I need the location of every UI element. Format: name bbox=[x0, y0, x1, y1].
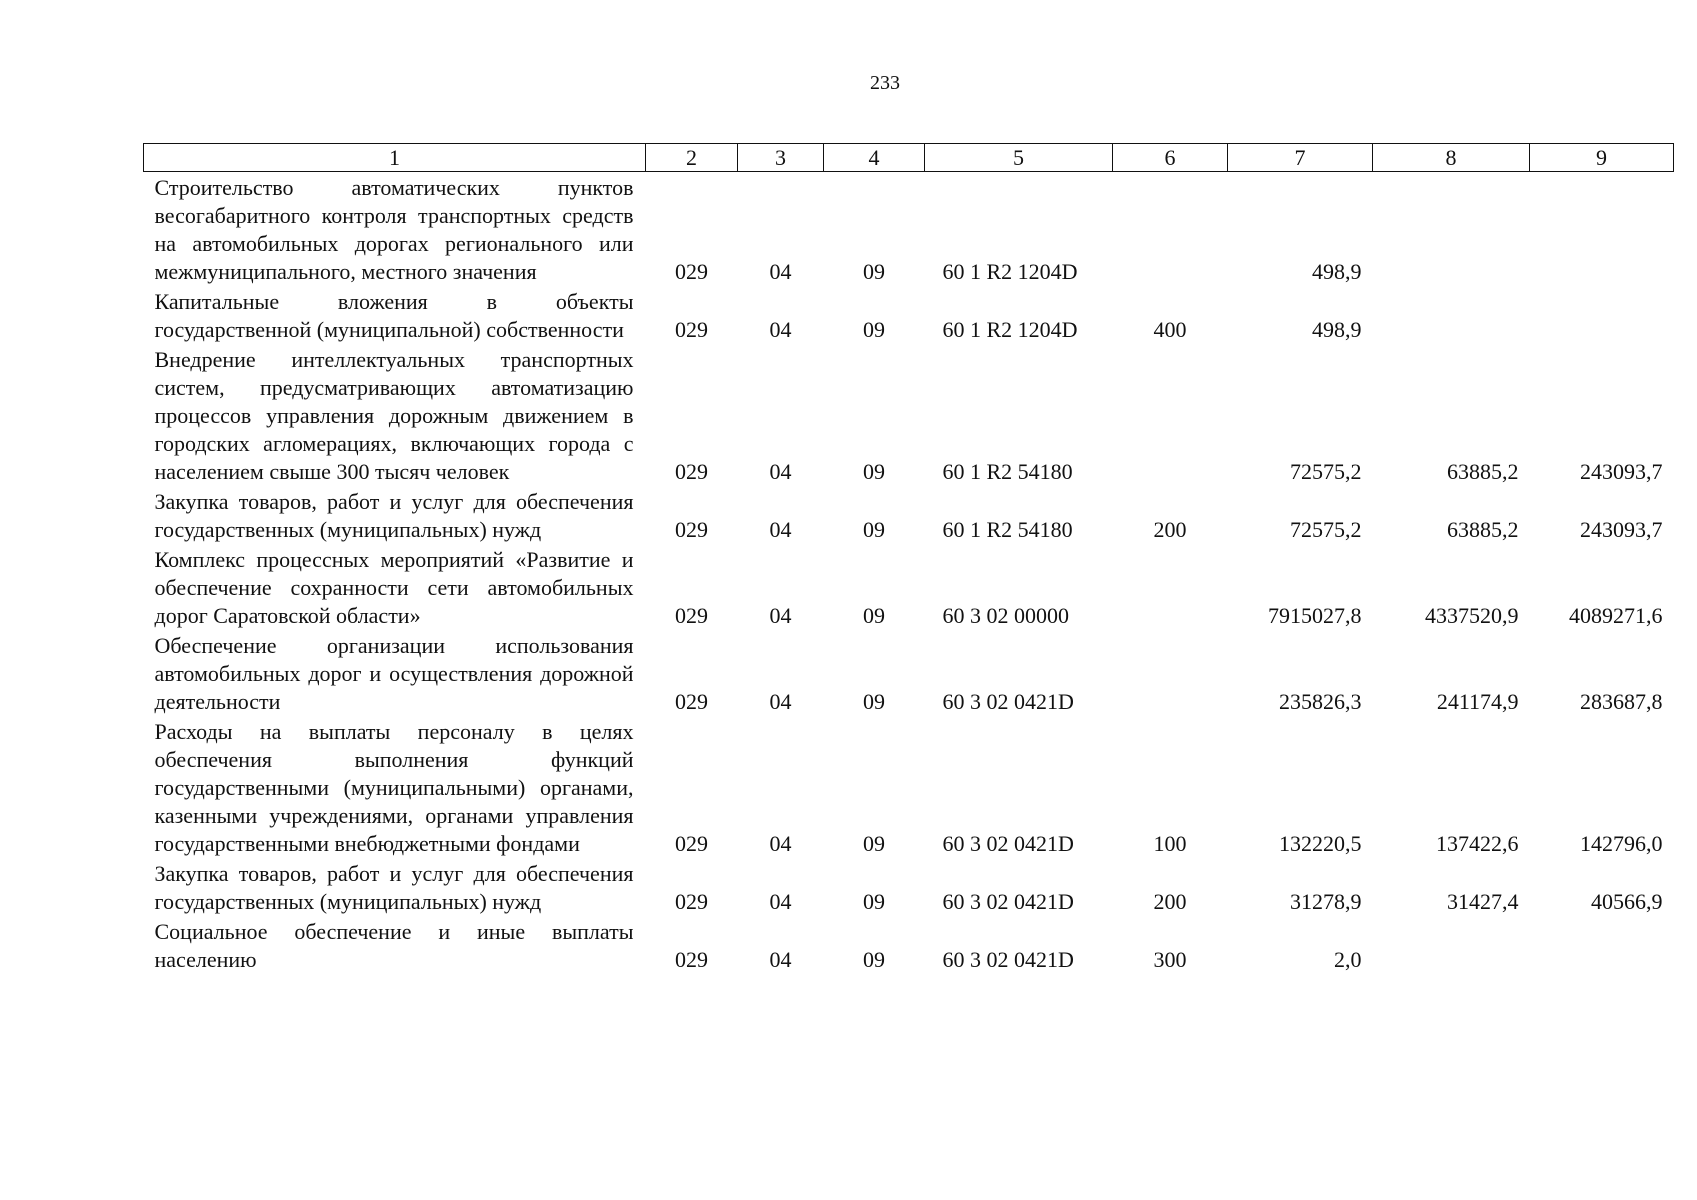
column-number-9: 9 bbox=[1530, 144, 1674, 172]
section-code: 04 bbox=[769, 603, 792, 628]
expense-type-code bbox=[1113, 344, 1228, 486]
amount-col8 bbox=[1373, 286, 1530, 344]
table-row bbox=[144, 858, 1674, 916]
expense-type-code bbox=[1113, 172, 1228, 287]
expense-description: Капитальные вложения в объекты государственной (муниципальной) собственности bbox=[154, 289, 634, 342]
amount-col9: 4089271,6 bbox=[1569, 603, 1663, 628]
amount-col7: 31278,9 bbox=[1290, 889, 1362, 914]
amount-col7: 498,9 bbox=[1312, 259, 1362, 284]
expense-description: Закупка товаров, работ и услуг для обеспечения государственных (муниципальных) нужд bbox=[154, 489, 634, 542]
amount-col8: 4337520,9 bbox=[1425, 603, 1519, 628]
column-number-7: 7 bbox=[1228, 144, 1373, 172]
amount-col9: 142796,0 bbox=[1580, 831, 1663, 856]
amount-col8: 31427,4 bbox=[1447, 889, 1519, 914]
column-number-8: 8 bbox=[1373, 144, 1530, 172]
amount-col9: 243093,7 bbox=[1580, 459, 1663, 484]
target-article-code: 60 3 02 0421D bbox=[942, 889, 1074, 914]
expense-type-code bbox=[1113, 544, 1228, 630]
table-row bbox=[144, 716, 1674, 858]
subsection-code: 09 bbox=[863, 517, 885, 542]
subsection-code: 09 bbox=[863, 259, 885, 284]
target-article-code: 60 1 R2 1204D bbox=[942, 259, 1078, 284]
amount-col7: 72575,2 bbox=[1290, 459, 1362, 484]
ministry-code: 029 bbox=[675, 947, 708, 972]
target-article-code: 60 3 02 00000 bbox=[942, 603, 1069, 628]
column-number-5: 5 bbox=[925, 144, 1113, 172]
expense-description: Расходы на выплаты персоналу в целях обеспечения выполнения функций государственными (муниципальными) органами, казенными учреждениями, органами управления государственными внебюджетными фондами bbox=[154, 719, 634, 856]
column-number-header-row bbox=[144, 144, 1674, 172]
amount-col7: 7915027,8 bbox=[1268, 603, 1362, 628]
table-row bbox=[144, 544, 1674, 630]
expense-type-code: 400 bbox=[1153, 317, 1187, 342]
subsection-code: 09 bbox=[863, 889, 885, 914]
amount-col9 bbox=[1530, 916, 1674, 974]
ministry-code: 029 bbox=[675, 517, 708, 542]
ministry-code: 029 bbox=[675, 689, 708, 714]
expense-type-code: 200 bbox=[1153, 889, 1187, 914]
target-article-code: 60 3 02 0421D bbox=[942, 689, 1074, 714]
table-row bbox=[144, 486, 1674, 544]
subsection-code: 09 bbox=[863, 831, 885, 856]
target-article-code: 60 3 02 0421D bbox=[942, 947, 1074, 972]
subsection-code: 09 bbox=[863, 459, 885, 484]
amount-col9: 40566,9 bbox=[1591, 889, 1663, 914]
column-number-1: 1 bbox=[144, 144, 646, 172]
table-row bbox=[144, 630, 1674, 716]
amount-col9: 243093,7 bbox=[1580, 517, 1663, 542]
table-row bbox=[144, 916, 1674, 974]
target-article-code: 60 1 R2 54180 bbox=[942, 459, 1073, 484]
amount-col9 bbox=[1530, 172, 1674, 287]
amount-col8 bbox=[1373, 916, 1530, 974]
expense-description: Обеспечение организации использования автомобильных дорог и осуществления дорожной деятельности bbox=[154, 633, 634, 714]
column-number-6: 6 bbox=[1113, 144, 1228, 172]
amount-col8: 63885,2 bbox=[1447, 517, 1519, 542]
ministry-code: 029 bbox=[675, 603, 708, 628]
amount-col7: 72575,2 bbox=[1290, 517, 1362, 542]
section-code: 04 bbox=[769, 689, 792, 714]
column-number-2: 2 bbox=[646, 144, 738, 172]
expense-type-code: 200 bbox=[1153, 517, 1187, 542]
amount-col8 bbox=[1373, 172, 1530, 287]
expense-description: Комплекс процессных мероприятий «Развитие и обеспечение сохранности сети автомобильных дорог Саратовской области» bbox=[154, 547, 634, 628]
subsection-code: 09 bbox=[863, 603, 885, 628]
section-code: 04 bbox=[769, 317, 792, 342]
section-code: 04 bbox=[769, 259, 792, 284]
subsection-code: 09 bbox=[863, 947, 885, 972]
ministry-code: 029 bbox=[675, 889, 708, 914]
expense-description: Внедрение интеллектуальных транспортных систем, предусматривающих автоматизацию процессов управления дорожным движением в городских агломерациях, включающих города с населением свыше 300 тысяч человек bbox=[154, 347, 634, 484]
table-row bbox=[144, 344, 1674, 486]
amount-col8: 63885,2 bbox=[1447, 459, 1519, 484]
amount-col9 bbox=[1530, 286, 1674, 344]
expense-description: Социальное обеспечение и иные выплаты населению bbox=[154, 919, 634, 972]
table-row bbox=[144, 286, 1674, 344]
amount-col9: 283687,8 bbox=[1580, 689, 1663, 714]
amount-col7: 132220,5 bbox=[1279, 831, 1362, 856]
section-code: 04 bbox=[769, 459, 792, 484]
budget-table bbox=[143, 143, 1674, 974]
ministry-code: 029 bbox=[675, 459, 708, 484]
expense-type-code bbox=[1113, 630, 1228, 716]
column-number-3: 3 bbox=[738, 144, 824, 172]
target-article-code: 60 1 R2 1204D bbox=[942, 317, 1078, 342]
expense-description: Закупка товаров, работ и услуг для обеспечения государственных (муниципальных) нужд bbox=[154, 861, 634, 914]
amount-col7: 235826,3 bbox=[1279, 689, 1362, 714]
expense-type-code: 100 bbox=[1153, 831, 1187, 856]
section-code: 04 bbox=[769, 889, 792, 914]
amount-col8: 241174,9 bbox=[1436, 689, 1519, 714]
expense-type-code: 300 bbox=[1153, 947, 1187, 972]
amount-col8: 137422,6 bbox=[1436, 831, 1519, 856]
amount-col7: 498,9 bbox=[1312, 317, 1362, 342]
subsection-code: 09 bbox=[863, 317, 885, 342]
ministry-code: 029 bbox=[675, 317, 708, 342]
table-row bbox=[144, 172, 1674, 287]
expense-description: Строительство автоматических пунктов весогабаритного контроля транспортных средств на автомобильных дорогах регионального или межмуниципального, местного значения bbox=[154, 175, 634, 284]
target-article-code: 60 1 R2 54180 bbox=[942, 517, 1073, 542]
ministry-code: 029 bbox=[675, 831, 708, 856]
subsection-code: 09 bbox=[863, 689, 885, 714]
amount-col7: 2,0 bbox=[1334, 947, 1362, 972]
column-number-4: 4 bbox=[824, 144, 925, 172]
section-code: 04 bbox=[769, 517, 792, 542]
section-code: 04 bbox=[769, 831, 792, 856]
section-code: 04 bbox=[769, 947, 792, 972]
ministry-code: 029 bbox=[675, 259, 708, 284]
page-number: 233 bbox=[870, 72, 900, 94]
target-article-code: 60 3 02 0421D bbox=[942, 831, 1074, 856]
